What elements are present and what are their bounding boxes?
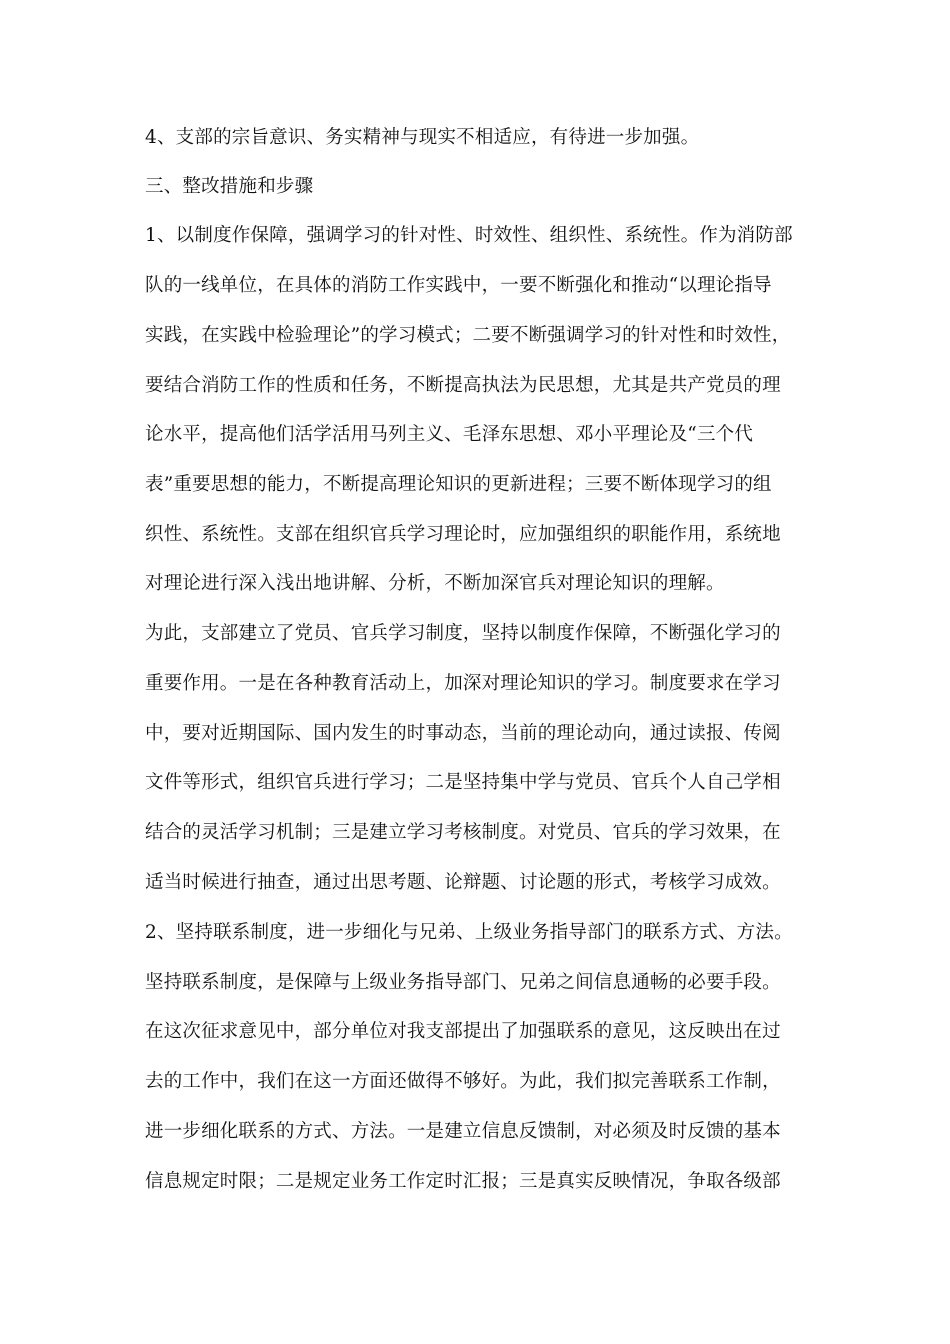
text-line: 实践，在实践中检验理论”的学习模式；二要不断强调学习的针对性和时效性， bbox=[145, 325, 791, 346]
text-line: 进一步细化联系的方式、方法。一是建立信息反馈制，对必须及时反馈的基本 bbox=[145, 1121, 781, 1142]
text-line: 1、以制度作保障，强调学习的针对性、时效性、组织性、系统性。作为消防部 bbox=[145, 225, 793, 246]
text-line: 要结合消防工作的性质和任务，不断提高执法为民思想，尤其是共产党员的理 bbox=[145, 375, 781, 396]
text-line: 在这次征求意见中，部分单位对我支部提出了加强联系的意见，这反映出在过 bbox=[145, 1021, 781, 1042]
text-line: 坚持联系制度，是保障与上级业务指导部门、兄弟之间信息通畅的必要手段。 bbox=[145, 972, 781, 993]
text-line: 织性、系统性。支部在组织官兵学习理论时，应加强组织的职能作用，系统地 bbox=[145, 524, 781, 545]
text-line: 论水平，提高他们活学活用马列主义、毛泽东思想、邓小平理论及“三个代 bbox=[145, 424, 754, 445]
text-line: 中，要对近期国际、国内发生的时事动态，当前的理论动向，通过读报、传阅 bbox=[145, 723, 781, 744]
text-line: 队的一线单位，在具体的消防工作实践中，一要不断强化和推动“以理论指导 bbox=[145, 275, 772, 296]
text-line: 文件等形式，组织官兵进行学习；二是坚持集中学与党员、官兵个人自己学相 bbox=[145, 772, 781, 793]
text-line: 表”重要思想的能力，不断提高理论知识的更新进程；三要不断体现学习的组 bbox=[145, 474, 772, 495]
text-line: 适当时候进行抽查，通过出思考题、论辩题、讨论题的形式，考核学习成效。 bbox=[145, 872, 781, 893]
text-line: 重要作用。一是在各种教育活动上，加深对理论知识的学习。制度要求在学习 bbox=[145, 673, 781, 694]
text-line: 4、支部的宗旨意识、务实精神与现实不相适应，有待进一步加强。 bbox=[145, 127, 700, 148]
text-line: 信息规定时限；二是规定业务工作定时汇报；三是真实反映情况，争取各级部 bbox=[145, 1171, 781, 1192]
text-line: 2、坚持联系制度，进一步细化与兄弟、上级业务指导部门的联系方式、方法。 bbox=[145, 922, 793, 943]
text-line: 为此，支部建立了党员、官兵学习制度，坚持以制度作保障，不断强化学习的 bbox=[145, 623, 781, 644]
section-heading: 三、整改措施和步骤 bbox=[145, 176, 314, 197]
text-line: 去的工作中，我们在这一方面还做得不够好。为此，我们拟完善联系工作制， bbox=[145, 1071, 781, 1092]
text-line: 结合的灵活学习机制；三是建立学习考核制度。对党员、官兵的学习效果，在 bbox=[145, 822, 781, 843]
text-line: 对理论进行深入浅出地讲解、分析，不断加深官兵对理论知识的理解。 bbox=[145, 573, 725, 594]
